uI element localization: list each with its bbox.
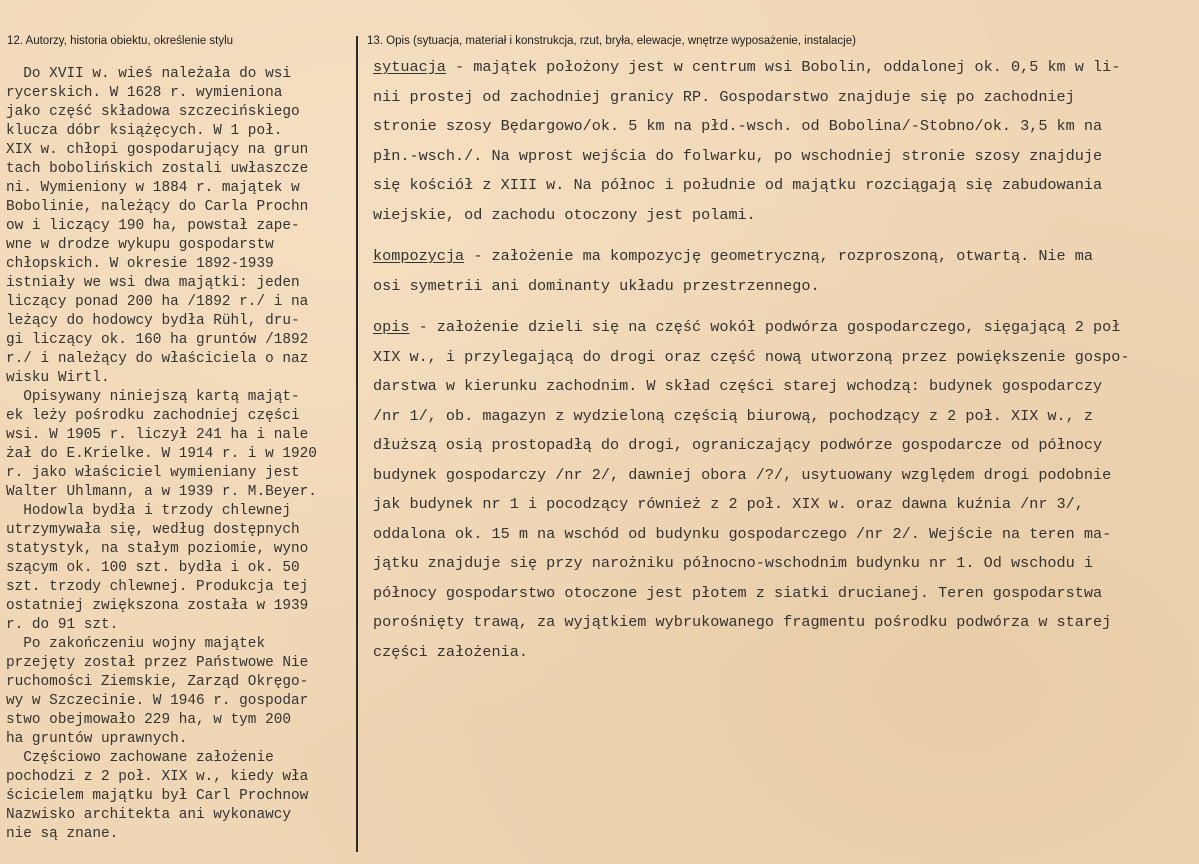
description-text: północy gospodarstwo otoczone jest płotem z siatki drucianej. Teren gospodarstwa xyxy=(373,583,1103,602)
description-text: - majątek położony jest w centrum wsi Bobolin, oddalonej ok. 0,5 km w li- xyxy=(445,58,1121,76)
history-text-line: Bobolinie, należący do Carla Prochn xyxy=(6,199,309,215)
history-text-line: stwo obejmowało 229 ha, w tym 200 xyxy=(6,712,291,728)
history-text-line: tach bobolińskich zostali uwłaszcze xyxy=(6,161,309,177)
description-text: stronie szosy Będargowo/ok. 5 km na płd.-wsch. od Bobolina/-Stobno/ok. 3,5 km na xyxy=(373,117,1103,135)
description-text: porośnięty trawą, za wyjątkiem wybrukowanego fragmentu pośrodku podwórza w starej xyxy=(373,613,1112,631)
history-text-line: wne w drodze wykupu gospodarstw xyxy=(6,237,274,253)
section-13-heading: 13. Opis (sytuacja, materiał i konstrukcja, rzut, bryła, elewacje, wnętrze wyposażenie, instalacje) xyxy=(367,35,856,47)
history-text-line: r. jako właściciel wymieniany jest xyxy=(6,465,300,481)
history-text-line: gi liczący ok. 160 ha gruntów /1892 xyxy=(6,332,309,348)
history-text-line: nie są znane. xyxy=(6,826,119,842)
history-text-line: utrzymywała się, według dostępnych xyxy=(6,522,300,538)
description-text-line xyxy=(373,204,756,226)
description-text-line xyxy=(373,174,1102,196)
description-text-line xyxy=(373,552,1093,574)
description-text: - założenie ma kompozycję geometryczną, rozproszoną, otwartą. Nie ma xyxy=(464,247,1094,265)
history-text-line: liczący ponad 200 ha /1892 r./ i na xyxy=(6,294,309,310)
description-text: nii prostej od zachodniej granicy RP. Gospodarstwo znajduje się po zachodniej xyxy=(373,87,1075,106)
section-label-kompozycja: kompozycja xyxy=(373,247,465,265)
history-text-line: szt. trzody chlewnej. Produkcja tej xyxy=(6,579,309,595)
history-text-line: istniały we wsi dwa majątki: jeden xyxy=(6,275,300,291)
history-text-line: ek leży pośrodku zachodniej części xyxy=(6,408,300,424)
description-text-line xyxy=(373,611,1111,633)
history-text-line: Do XVII w. wieś należała do wsi xyxy=(6,66,291,82)
description-text-line xyxy=(373,245,1093,267)
section-label-opis: opis xyxy=(373,318,410,336)
history-text-line: klucza dóbr książęcych. W 1 poł. xyxy=(6,123,283,139)
history-text-line: szącym ok. 100 szt. bydła i ok. 50 xyxy=(6,560,300,576)
history-text-line: rycerskich. W 1628 r. wymieniona xyxy=(6,85,283,101)
description-text: osi symetrii ani dominanty układu przestrzennego. xyxy=(373,276,820,295)
description-text: /nr 1/, ob. magazyn z wydzieloną częścią biurową, pochodzący z 2 poł. XIX w., z xyxy=(373,406,1094,425)
description-text: budynek gospodarczy /nr 2/, dawniej obora /?/, usytuowany względem drogi podobnie xyxy=(373,465,1112,484)
history-text-line: chłopskich. W okresie 1892-1939 xyxy=(6,256,274,272)
description-text-line xyxy=(373,582,1102,604)
history-text-line: żał do E.Krielke. W 1914 r. i w 1920 xyxy=(6,446,317,462)
history-column xyxy=(6,66,356,864)
description-text-line xyxy=(373,86,1075,108)
history-text-line: XIX w. chłopi gospodarujący na grun xyxy=(6,142,309,158)
history-text-line: ha gruntów uprawnych. xyxy=(6,731,188,747)
history-text-line: Po zakończeniu wojny majątek xyxy=(6,636,266,652)
history-text-line: Opisywany niniejszą kartą mająt- xyxy=(6,389,300,405)
description-text-line xyxy=(373,641,528,663)
section-12-heading: 12. Autorzy, historia obiektu, określenie stylu xyxy=(7,35,234,47)
history-text-line: ruchomości Ziemskie, Zarząd Okręgo- xyxy=(6,674,309,690)
history-text-line: Częściowo zachowane założenie xyxy=(6,750,274,766)
history-text-line: ow i liczący 190 ha, powstał zape- xyxy=(6,218,300,234)
description-text-line xyxy=(373,56,1120,78)
section-label-sytuacja: sytuacja xyxy=(373,58,446,76)
history-text-line: pochodzi z 2 poł. XIX w., kiedy wła xyxy=(6,769,309,785)
history-text-line: statystyk, na stałym poziomie, wyno xyxy=(6,541,309,557)
history-text-line: Walter Uhlmann, a w 1939 r. M.Beyer. xyxy=(6,484,317,500)
description-text: - założenie dzieli się na część wokół podwórza gospodarczego, sięgającą 2 poł xyxy=(409,318,1121,336)
description-text: części założenia. xyxy=(373,642,528,661)
description-text-line xyxy=(373,316,1120,338)
description-text: darstwa w kierunku zachodnim. W skład części starej wchodzą: budynek gospodarczy xyxy=(373,377,1103,395)
description-text-line xyxy=(373,375,1102,397)
history-text-line: wisku Wirtl. xyxy=(6,370,110,386)
description-text-line xyxy=(373,405,1093,427)
history-text-line: Nazwisko architekta ani wykonawcy xyxy=(6,807,291,823)
description-text-line xyxy=(373,434,1102,456)
description-text-line xyxy=(373,523,1111,545)
description-text: wiejskie, od zachodu otoczony jest polami. xyxy=(373,205,756,224)
description-text-line xyxy=(373,145,1102,167)
history-text-line: ścicielem majątku był Carl Prochnow xyxy=(6,788,309,804)
description-text: XIX w., i przylegającą do drogi oraz część nową utworzoną przez powiększenie gospo- xyxy=(373,347,1130,366)
history-text-line: Hodowla bydła i trzody chlewnej xyxy=(6,503,291,519)
description-text-line xyxy=(373,464,1111,486)
description-text: dłuższą osią prostopadłą do drogi, ograniczający podwórze gospodarcze od północy xyxy=(373,436,1103,454)
history-text-line: ni. Wymieniony w 1884 r. majątek w xyxy=(6,180,300,196)
history-text-line: r. do 91 szt. xyxy=(6,617,119,633)
description-text: płn.-wsch./. Na wprost wejścia do folwarku, po wschodniej stronie szosy znajduje xyxy=(373,146,1103,165)
description-text-line xyxy=(373,115,1102,137)
history-text-line: leżący do hodowcy bydła Rühl, dru- xyxy=(6,313,300,329)
description-text-line xyxy=(373,275,820,297)
description-text: jak budynek nr 1 i pocodzący również z 2 poł. XIX w. oraz dawna kuźnia /nr 3/, xyxy=(373,495,1084,513)
history-text-line: wsi. W 1905 r. liczył 241 ha i nale xyxy=(6,427,309,443)
description-text-line xyxy=(373,346,1129,368)
history-text-line: ostatniej zwiększona została w 1939 xyxy=(6,598,309,614)
description-text-line xyxy=(373,493,1084,515)
history-text-line: wy w Szczecinie. W 1946 r. gospodar xyxy=(6,693,309,709)
history-text-line: jako część składowa szczecińskiego xyxy=(6,104,300,120)
column-divider xyxy=(356,36,358,852)
description-text: jątku znajduje się przy narożniku północno-wschodnim budynku nr 1. Od wschodu i xyxy=(373,554,1094,572)
history-text-line: przejęty został przez Państwowe Nie xyxy=(6,655,309,671)
description-text: oddalona ok. 15 m na wschód od budynku gospodarczego /nr 2/. Wejście na teren ma- xyxy=(373,524,1112,543)
description-text: się kościół z XIII w. Na północ i południe od majątku rozciągają się zabudowania xyxy=(373,176,1103,194)
history-text-line: r./ i należący do właściciela o naz xyxy=(6,351,309,367)
